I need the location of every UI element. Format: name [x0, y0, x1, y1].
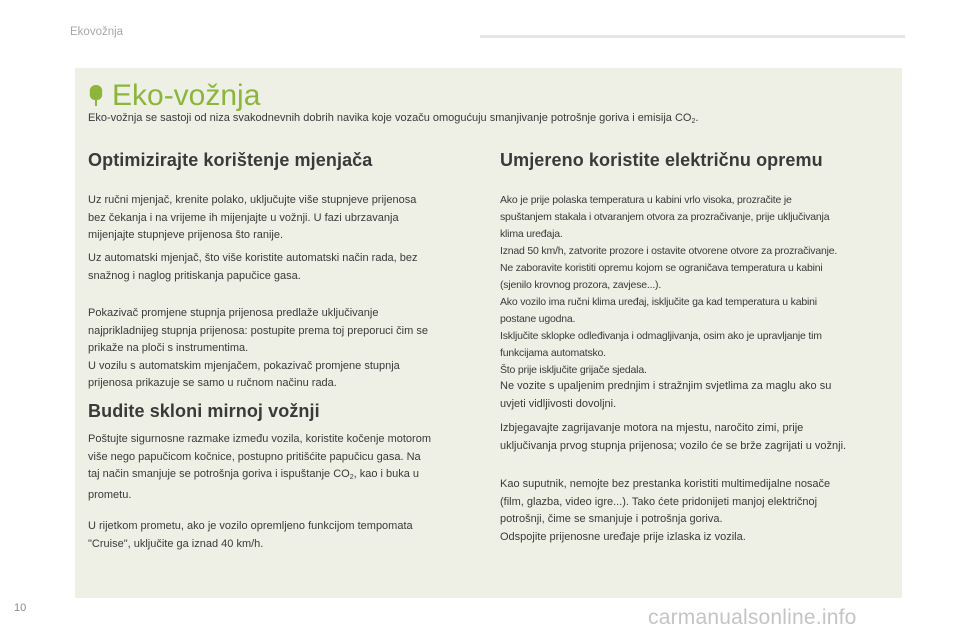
watermark: carmanualsonline.info [648, 606, 857, 629]
paragraph-multimedia: Kao suputnik, nemojte bez prestanka koristiti multimedijalne nosače (film, glazba, video igre...). Tako ćete pridonijeti manjoj električnoj potrošnji, čime se smanjuje i potrošnja goriva. Odspojite prijenosne uređaje prije izlaska iz vozila. [500, 478, 831, 543]
paragraph-automatic-gearbox: Uz automatski mjenjač, što više koristite automatski način rada, bez snažnog i naglog pritiskanja papučice gasa. [88, 252, 418, 282]
intro-text: Eko-vožnja se sastoji od niza svakodnevnih dobrih navika koje vozaču omogućuju smanjivanje potrošnje goriva i emisija $CO_2$. [88, 112, 699, 125]
tree-icon [88, 84, 104, 108]
page-title: Eko-vožnja [112, 79, 261, 112]
heading-gearbox: Optimizirajte korištenje mjenjača [88, 150, 373, 170]
paragraph-cabin-temperature: Ako je prije polaska temperatura u kabini vrlo visoka, prozračite je spuštanjem stakala i otvaranjem otvora za prozračivanje, prije uključivanja klima uređaja. Iznad 50 km/h, zatvorite prozore i ostavite otvorene otvore za prozračivanje. Ne zaboravite koristiti opremu kojom se ograničava temperatura u kabini (sjenilo krovnog prozora, zavjese...). Ako vozilo ima ručni klima uređaj, isključite ga kad temperatura u kabini postane ugodna. Isključite sklopke odleđivanja i odmagljivanja, osim ako je upravljanje tim funkcijama automatsko. Što prije isključite grijače sjedala. [500, 194, 838, 376]
chapter-title: Ekovožnja [70, 26, 124, 38]
paragraph-fog-lights: Ne vozite s upaljenim prednjim i stražnjim svjetlima za maglu ako su uvjeti vidljivosti dovoljni. [500, 380, 832, 410]
paragraph-safe-distances: Poštujte sigurnosne razmake između vozila, koristite kočenje motorom više nego papučicom kočnice, postupno pritišćite papučicu gasa. Na taj način smanjuje se potrošnja goriva i ispuštanje $CO_2$, kao i buka u prometu. [88, 433, 431, 501]
paragraph-engine-warmup: Izbjegavajte zagrijavanje motora na mjestu, naročito zimi, prije uključivanja prvog stupnja prijenosa; vozilo će se brže zagrijati u vožnji. [500, 422, 847, 452]
paragraph-gear-indicator: Pokazivač promjene stupnja prijenosa predlaže uključivanje najprikladnijeg stupnja prijenosa: postupite prema toj preporuci čim se prikaže na ploči s instrumentima. U vozilu s automatskim mjenjačem, pokazivač promjene stupnja prijenosa prikazuje se samo u ručnom načinu rada. [88, 307, 428, 389]
paragraph-cruise-control: U rijetkom prometu, ako je vozilo opremljeno funkcijom tempomata "Cruise", uključite ga iznad 40 km/h. [88, 520, 413, 550]
heading-calm-driving: Budite skloni mirnoj vožnji [88, 401, 320, 421]
paragraph-manual-gearbox: Uz ručni mjenjač, krenite polako, uključujte više stupnjeve prijenosa bez čekanja i na vrijeme ih mijenjajte u vožnji. U fazi ubrzavanja mijenjajte stupnjeve prijenosa što ranije. [88, 194, 417, 241]
heading-electrical-equipment: Umjereno koristite električnu opremu [500, 150, 823, 170]
chapter-divider [480, 35, 905, 38]
page-number: 10 [14, 602, 27, 614]
